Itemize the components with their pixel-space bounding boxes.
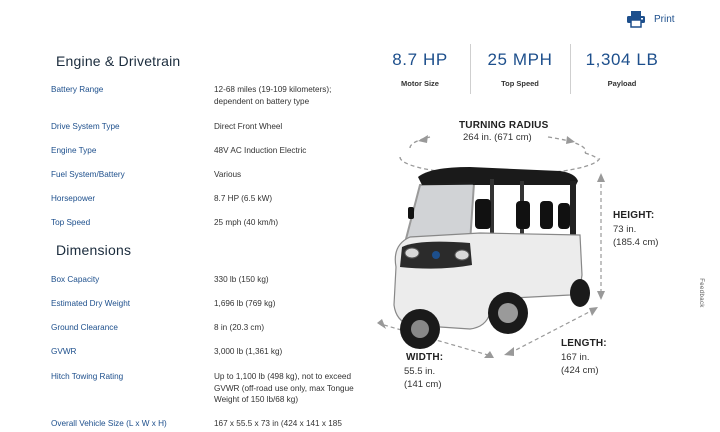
width-value: 55.5 in.	[404, 366, 436, 377]
spec-value: 48V AC Induction Electric	[214, 146, 307, 155]
stat-payload	[576, 50, 668, 100]
spec-label: Top Speed	[51, 218, 91, 227]
spec-value: 25 mph (40 km/h)	[214, 218, 279, 227]
height-title: HEIGHT:	[613, 210, 655, 221]
spec-value: 8 in (20.3 cm)	[214, 323, 265, 332]
feedback-tab[interactable]	[697, 268, 718, 324]
turning-radius-title: TURNING RADIUS	[459, 120, 549, 131]
spec-value: 167 x 55.5 x 73 in (424 x 141 x 185	[214, 419, 342, 428]
spec-value: Up to 1,100 lb (498 kg), not to exceed GVWR (off-road use only, max Tongue Weight of 150 lb/68 kg)	[214, 372, 354, 404]
stat-value: 1,304 LB	[585, 50, 659, 69]
width-value-metric: (141 cm)	[404, 379, 442, 390]
length-value: 167 in.	[561, 352, 590, 363]
spec-label: Horsepower	[51, 194, 96, 203]
stat-value: 25 MPH	[487, 50, 553, 69]
stat-motor-size	[378, 50, 462, 100]
spec-label: Estimated Dry Weight	[51, 299, 131, 308]
length-value-metric: (424 cm)	[561, 365, 599, 376]
spec-label: Hitch Towing Rating	[51, 372, 124, 381]
spec-label: Battery Range	[51, 85, 104, 94]
spec-label: Overall Vehicle Size (L x W x H)	[51, 419, 167, 428]
spec-value: 1,696 lb (769 kg)	[214, 299, 276, 308]
feedback-label: Feedback	[697, 278, 704, 308]
dimensions-section-title: Dimensions	[56, 242, 132, 258]
spec-value: Direct Front Wheel	[214, 122, 283, 131]
spec-label: Ground Clearance	[51, 323, 118, 332]
stat-label: Motor Size	[401, 79, 439, 88]
stat-value: 8.7 HP	[392, 50, 448, 69]
spec-label: Fuel System/Battery	[51, 170, 125, 179]
spec-value: Various	[214, 170, 242, 179]
stat-top-speed	[474, 50, 566, 100]
spec-label: Drive System Type	[51, 122, 120, 131]
stat-divider	[470, 44, 471, 94]
spec-label: Box Capacity	[51, 275, 100, 284]
height-arrow	[597, 173, 605, 300]
spec-value: 8.7 HP (6.5 kW)	[214, 194, 273, 203]
engine-section-title: Engine & Drivetrain	[56, 53, 181, 69]
height-value: 73 in.	[613, 224, 637, 235]
stat-divider	[570, 44, 571, 94]
width-title: WIDTH:	[406, 352, 444, 363]
stat-label: Top Speed	[501, 79, 539, 88]
vehicle-image	[394, 167, 590, 349]
print-button[interactable]	[626, 10, 675, 28]
print-label: Print	[654, 13, 675, 25]
stat-label: Payload	[607, 79, 637, 88]
spec-label: Engine Type	[51, 146, 97, 155]
height-value-metric: (185.4 cm)	[613, 237, 659, 248]
spec-value: 330 lb (150 kg)	[214, 275, 269, 284]
length-title: LENGTH:	[561, 338, 607, 349]
spec-value: 12-68 miles (19-109 kilometers); dependent on battery type	[214, 85, 332, 106]
printer-icon	[626, 10, 646, 28]
spec-label: GVWR	[51, 347, 77, 356]
turning-radius-value: 264 in. (671 cm)	[463, 132, 532, 143]
spec-value: 3,000 lb (1,361 kg)	[214, 347, 283, 356]
